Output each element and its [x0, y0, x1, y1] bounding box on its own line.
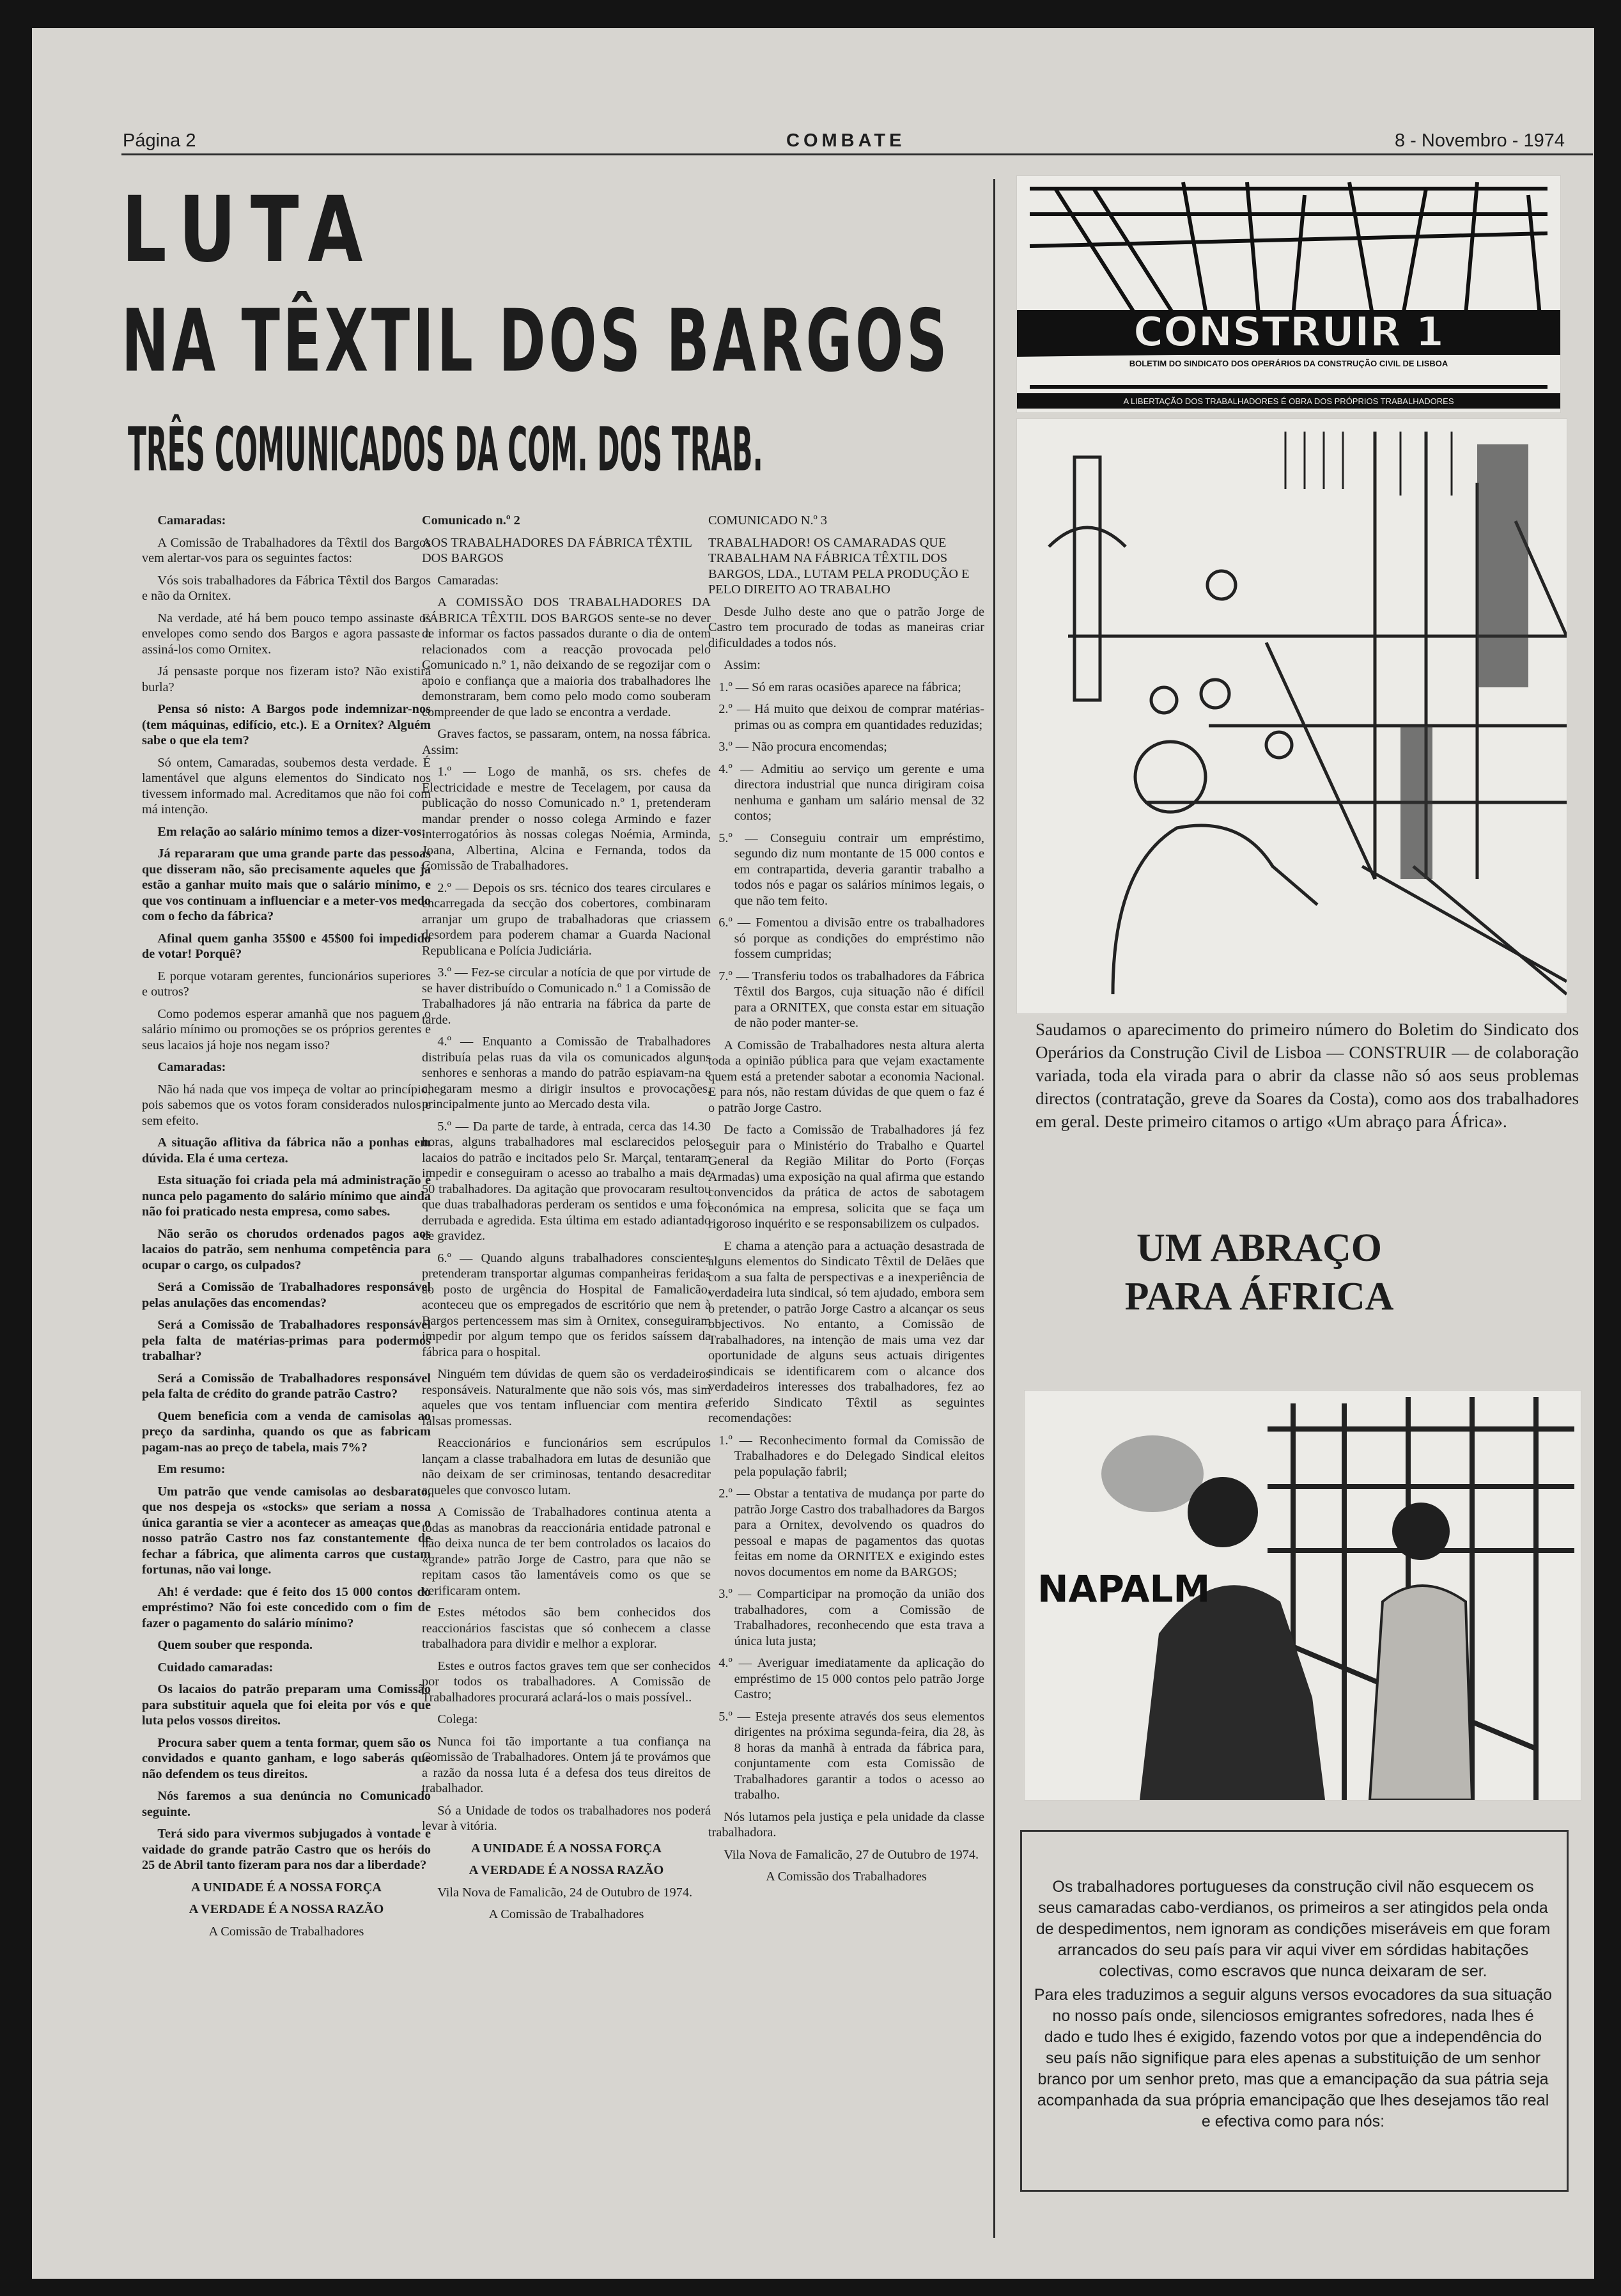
paragraph: Será a Comissão de Trabalhadores responsável pela falta de crédito do grande patrão Castro?	[142, 1371, 431, 1401]
paragraph: Não serão os chorudos ordenados pagos aos lacaios do patrão, sem nenhuma competência para ocupar o cargo, os culpados?	[142, 1226, 431, 1272]
page-number: Página 2	[123, 130, 196, 151]
paragraph: Desde Julho deste ano que o patrão Jorge de Castro tem procurado de todas as maneiras criar dificuldades a todos nós.	[708, 604, 984, 650]
paragraph: Vila Nova de Famalicão, 27 de Outubro de 1974.	[724, 1847, 979, 1862]
paragraph: Afinal quem ganha 35$00 e 45$00 foi impedido de votar! Porquê?	[142, 931, 431, 961]
abraco-title-line1: UM ABRAÇO	[1136, 1226, 1383, 1270]
paragraph: Estes métodos são bem conhecidos dos reaccionários fascistas que só conhecem a classe trabalhadora para dividir e melhor a explorar.	[422, 1605, 711, 1651]
paragraph: De facto a Comissão de Trabalhadores já fez seguir para o Ministério do Trabalho e Quartel General da Região Militar do Porto (Forças Armadas) uma exposição na qual afirma que estando convencidos da prática de actos de sabotagem económica na empresa, solicita que se faça um rigoroso inquérito e se responsabilizem os culpados.	[708, 1123, 984, 1231]
paragraph: E chama a atenção para a actuação desastrada de alguns elementos do Sindicato Têxtil de Delães que com a sua falta de perspectivas e a inexperiência de verdadeira luta sindical, só tem ajudado, embora sem o pretender, o patrão Jorge Castro a alcançar os seus objectivos. No entanto, a Comissão de Trabalhadores, na intenção de mais uma vez dar oportunidade de alguns seus actuais dirigentes sindicais se identificarem com o alcance dos verdadeiros interesses dos trabalhadores, fez ao referido Sindicato Têxtil as seguintes recomendações:	[708, 1238, 984, 1425]
paragraph: A Comissão dos Trabalhadores	[766, 1870, 927, 1884]
paragraph: A Comissão de Trabalhadores	[208, 1924, 364, 1939]
issue-date: 8 - Novembro - 1974	[1395, 130, 1565, 151]
scaffold-illustration	[1017, 176, 1560, 412]
paragraph: A situação aflitiva da fábrica não a ponhas em dúvida. Ela é uma certeza.	[142, 1136, 431, 1166]
masthead-rule	[121, 153, 1593, 155]
paragraph: Estes e outros factos graves tem que ser conhecidos por todos os trabalhadores. A Comissão de Trabalhadores procurará aclará-los o mais possível..	[422, 1659, 711, 1705]
paragraph: A COMISSÃO DOS TRABALHADORES DA FÁBRICA TÊXTIL DOS BARGOS sente-se no dever de informar os factos passados durante o dia de ontem relacionados com a reacção provocada pelo Comunicado n.º 1, não deixando de se regozijar com o apoio e confiança que a maioria dos trabalhadores lhe demonstraram, bem como pelo modo como souberam compreender de que lado se encontra a verdade.	[422, 595, 711, 719]
paragraph: 3.º — Comparticipar na promoção da união dos trabalhadores, com a Comissão de Trabalhadores, reconhecendo que esta trava a única luta justa;	[718, 1587, 984, 1648]
paragraph: Terá sido para vivermos subjugados à vontade e vaidade do grande patrão Castro que os heróis do 25 de Abril tanto fizeram para nos dar a liberdade?	[142, 1827, 431, 1872]
construction-workers-drawing	[1016, 418, 1567, 1014]
paragraph: A UNIDADE É A NOSSA FORÇA	[470, 1841, 662, 1855]
paragraph: A Comissão de Trabalhadores	[488, 1907, 644, 1921]
paragraph: Já pensaste porque nos fizeram isto? Não existirá burla?	[142, 664, 431, 694]
newspaper-page	[32, 28, 1594, 2279]
article-column-2	[422, 513, 711, 1929]
paragraph: A Comissão de Trabalhadores da Têxtil dos Bargos vem alertar-vos para os seguintes factos:	[142, 535, 431, 565]
construir-subtitle: BOLETIM DO SINDICATO DOS OPERÁRIOS DA CONSTRUÇÃO CIVIL DE LISBOA	[1129, 359, 1448, 368]
africa-workers-drawing	[1024, 1390, 1581, 1800]
paragraph: Cuidado camaradas:	[157, 1660, 274, 1675]
paragraph: 7.º — Transferiu todos os trabalhadores da Fábrica Têxtil dos Bargos, cuja situação não é difícil para a ORNITEX, que consta estar em situação de não poder manter-se.	[718, 969, 984, 1030]
construir-motto: A LIBERTAÇÃO DOS TRABALHADORES É OBRA DOS PRÓPRIOS TRABALHADORES	[1123, 396, 1454, 406]
abraco-title	[1067, 1224, 1451, 1321]
paragraph: Esta situação foi criada pela má administração e nunca pelo pagamento do salário mínimo que ainda não foi praticado nesta empresa, como sabes.	[142, 1173, 431, 1219]
headline-luta: LUTA	[121, 176, 377, 283]
paragraph: Será a Comissão de Trabalhadores responsável pelas anulações das encomendas?	[142, 1280, 431, 1310]
paragraph: Será a Comissão de Trabalhadores responsável pela falta de matérias-primas para podermos trabalhar?	[142, 1318, 431, 1363]
paragraph: Camaradas:	[157, 513, 226, 527]
paragraph: Quem beneficia com a venda de camisolas ao preço da sardinha, quando os que as fabricam pagam-nas ao preço de tabela, mais 7%?	[142, 1409, 431, 1455]
paragraph: Graves factos, se passaram, ontem, na nossa fábrica. Assim:	[422, 727, 711, 757]
paragraph: Já repararam que uma grande parte das pessoas que disseram não, são precisamente aqueles que já estão a ganhar muito mais que o salário mínimo, e que vos continuam a influenciar e a meter-vos medo com o fecho da fábrica?	[142, 847, 431, 923]
paper-name: COMBATE	[786, 130, 906, 151]
paragraph: 3.º — Fez-se circular a notícia de que por virtude de se haver distribuído o Comunicado n.º 1 a Comissão de Trabalhadores já não entraria na fábrica da parte de tarde.	[422, 965, 711, 1027]
paragraph: Comunicado n.º 2	[422, 513, 520, 527]
paragraph: 4.º — Averiguar imediatamente da aplicação do empréstimo de 15 000 contos pelo patrão Jorge Castro;	[718, 1656, 984, 1701]
paragraph: Um patrão que vende camisolas ao desbarato, que nos despeja os «stocks» que seriam a nossa única garantia se vier a acontecer as ameaças que o nosso patrão Castro nos faz constantemente de fechar a fábrica, que alimenta carros que custam fortunas, não vai longe.	[142, 1484, 431, 1577]
construir-caption: Saudamos o aparecimento do primeiro número do Boletim do Sindicato dos Operários da Construção Civil de Lisboa — CONSTRUIR — de colaboração variada, toda ela virada para o abrir da classe não só aos seus problemas directos (contratação, greve da Soares da Costa), como aos dos trabalhadores em geral. Deste primeiro citamos o artigo «Um abraço para África».	[1035, 1020, 1579, 1131]
abraco-box-text	[1034, 1877, 1553, 2135]
paragraph: Pensa só nisto: A Bargos pode indemnizar-nos (tem máquinas, edifício, etc.). E a Ornitex? Alguém sabe o que ela tem?	[142, 702, 431, 747]
paragraph: Os lacaios do patrão preparam uma Comissão para substituir aquela que foi eleita por vós e que luta pelos vossos direitos.	[142, 1682, 431, 1728]
paragraph: Só a Unidade de todos os trabalhadores nos poderá levar à vitória.	[422, 1803, 711, 1833]
construir-masthead	[1016, 175, 1561, 413]
paragraph: TRABALHADOR! OS CAMARADAS QUE TRABALHAM NA FÁBRICA TÊXTIL DOS BARGOS, LDA., LUTAM PELA PRODUÇÃO E PELO DIREITO AO TRABALHO	[708, 535, 970, 597]
paragraph: 4.º — Admitiu ao serviço um gerente e uma directora industrial que nunca dirigiram coisa nenhuma e ganham um salário mensal de 32 contos;	[718, 761, 984, 823]
paragraph: 2.º — Há muito que deixou de comprar matérias-primas ou as compra em quantidades reduzidas;	[718, 702, 984, 732]
paragraph: 4.º — Enquanto a Comissão de Trabalhadores distribuía pelas ruas da vila os comunicados alguns senhores e senhoras a mando do patrão espiavam-na e chegaram mesmo a dirigir insultos e provocações, principalmente junto ao Mercado desta vila.	[422, 1035, 711, 1111]
paragraph: 5.º — Conseguiu contrair um empréstimo, segundo diz num montante de 15 000 contos e em contrapartida, deveria garantir trabalho a todos nós e pagar os salários mínimos legais, o que não tem feito.	[718, 831, 984, 908]
paragraph: Camaradas:	[157, 1060, 226, 1074]
paragraph: A UNIDADE É A NOSSA FORÇA	[190, 1880, 382, 1894]
paragraph: 1.º — Só em raras ocasiões aparece na fábrica;	[718, 680, 961, 694]
paragraph: 3.º — Não procura encomendas;	[718, 740, 887, 754]
paragraph: Quem souber que responda.	[157, 1638, 313, 1652]
paragraph: 1.º — Logo de manhã, os srs. chefes de Electricidade e mestre de Tecelagem, por causa da publicação do nosso Comunicado n.º 1, pretenderam mandar prender o nosso colega Armindo e fazer interrogatórios às nossas colegas Noémia, Arminda, Joana, Albertina, Alcina e Fernanda, todos da Comissão de Trabalhadores.	[422, 765, 711, 873]
paragraph: Nunca foi tão importante a tua confiança na Comissão de Trabalhadores. Ontem já te provámos que a razão da nossa luta é a defesa dos teus direitos de trabalhador.	[422, 1734, 711, 1795]
paragraph: 6.º — Quando alguns trabalhadores conscientes pretenderam transportar algumas companheiras feridas ao posto de urgência do Hospital de Famalicão, aconteceu que os empregados de escritório que nem à Bargos pertencessem mas sim à Ornitex, conseguiram impedir por algum tempo que os feridos saíssem da fábrica para o hospital.	[422, 1251, 711, 1359]
paragraph: Ah! é verdade: que é feito dos 15 000 contos do empréstimo? Não foi este concedido com o fim de fazer o pagamento do salário mínimo?	[142, 1584, 431, 1630]
paragraph: Assim:	[724, 658, 761, 672]
paragraph: AOS TRABALHADORES DA FÁBRICA TÊXTIL DOS BARGOS	[422, 535, 692, 565]
abraco-title-line2: PARA ÁFRICA	[1124, 1275, 1394, 1318]
headline-textil: NA TÊXTIL DOS BARGOS	[121, 292, 950, 391]
paragraph: Nós lutamos pela justiça e pela unidade da classe trabalhadora.	[708, 1809, 984, 1839]
paragraph: 5.º — Da parte de tarde, à entrada, cerca das 14.30 horas, alguns trabalhadores mal esclarecidos pelos lacaios do patrão e incitados pelo Sr. Marçal, tentaram impedir e conseguiram o acesso ao trabalho a mais de 50 trabalhadores. Da agitação que provocaram resultou que duas trabalhadoras perderam os sentidos e uma foi derrubada e agredida. Esta última em estado adiantado de gravidez.	[422, 1119, 711, 1243]
paragraph: A Comissão de Trabalhadores continua atenta a todas as manobras da reaccionária entidade patronal e não deixa nunca de ter bem controlados os lacaios do «grande» patrão Jorge de Castro, para que não se repitam casos tão lamentáveis como os que se verificaram ontem.	[422, 1505, 711, 1598]
paragraph: Camaradas:	[437, 573, 499, 588]
paragraph: Em relação ao salário mínimo temos a dizer-vos:	[157, 824, 426, 839]
paragraph: Vós sois trabalhadores da Fábrica Têxtil dos Bargos e não da Ornitex.	[142, 573, 431, 603]
paragraph: Não há nada que vos impeça de voltar ao princípio, pois sabemos que os votos foram considerados nulos e sem efeito.	[142, 1082, 431, 1128]
headline-comunicados: TRÊS COMUNICADOS DA COM. DOS TRAB.	[128, 414, 763, 485]
paragraph: 1.º — Reconhecimento formal da Comissão de Trabalhadores e do Delegado Sindical eleitos pela população fabril;	[718, 1433, 984, 1479]
paragraph: Ninguém tem dúvidas de quem são os verdadeiros responsáveis. Naturalmente que não sois vós, mas sim aqueles que vos tentam influenciar com mentira e falsas promessas.	[422, 1367, 711, 1428]
paragraph: Só ontem, Camaradas, soubemos desta verdade. É lamentável que alguns elementos do Sindicato nos tivessem informado mal. Acreditamos que não foi com má intenção.	[142, 755, 431, 816]
abraco-paragraph: Os trabalhadores portugueses da construção civil não esquecem os seus camaradas cabo-verdianos, os primeiros a ser atingidos pela onda de despedimentos, nem ignoram as condições miseráveis em que foram arrancados do seu país para vir aqui viver em sórdidas habitações colectivas, como escravos que nunca deixaram de ser.	[1035, 1878, 1551, 1980]
paragraph: 2.º — Obstar a tentativa de mudança por parte do patrão Jorge Castro dos trabalhadores da Bargos para a Ornitex, devolvendo os quadros do pessoal e mapas de pagamentos das quotas feitas em nome da ORNITEX e exigindo estes novos documentos em nome da BARGOS;	[718, 1487, 984, 1579]
paragraph: Como podemos esperar amanhã que nos paguem o salário mínimo ou promoções se os próprios gerentes e seus lacaios já hoje nos negam isso?	[142, 1006, 431, 1052]
paragraph: E porque votaram gerentes, funcionários superiores e outros?	[142, 969, 431, 999]
paragraph: A VERDADE É A NOSSA RAZÃO	[189, 1902, 384, 1916]
paragraph: Na verdade, até há bem pouco tempo assinaste os envelopes como sendo dos Bargos e agora passaste a assiná-los como Ornitex.	[142, 611, 431, 657]
paragraph: Nós faremos a sua denúncia no Comunicado seguinte.	[142, 1789, 431, 1819]
paragraph: Procura saber quem a tenta formar, quem são os convidados e quanto ganham, e logo saberás que não defendem os teus direitos.	[142, 1735, 431, 1781]
paragraph: 6.º — Fomentou a divisão entre os trabalhadores só porque as condições do empréstimo não fossem cumpridas;	[718, 916, 984, 961]
paragraph: COMUNICADO N.º 3	[708, 513, 828, 527]
paragraph: Em resumo:	[157, 1462, 226, 1476]
column-divider	[993, 179, 995, 2238]
napalm-label: NAPALM	[1037, 1567, 1211, 1611]
article-column-3	[708, 513, 984, 1891]
abraco-box	[1020, 1830, 1569, 2192]
paragraph: A Comissão de Trabalhadores nesta altura alerta toda a opinião pública para que vejam exactamente quem está a pretender sabotar a economia Nacional. E para nós, não restam dúvidas de que quem o faz é o patrão Jorge Castro.	[708, 1038, 984, 1115]
paragraph: A VERDADE É A NOSSA RAZÃO	[469, 1863, 664, 1877]
abraco-paragraph: Para eles traduzimos a seguir alguns versos evocadores da sua situação no nosso país onde, silenciosos emigrantes sofredores, nada lhes é dado e tudo lhes é exigido, fazendo votos por que a independência do seu país não signifique para eles apenas a substituição de um senhor branco por um senhor preto, mas que a emancipação da sua pátria seja acompanhada da sua própria emancipação que lhes desejamos tão real e efectiva como para nós:	[1034, 1986, 1553, 2130]
paragraph: 2.º — Depois os srs. técnico dos teares circulares e encarregada da secção dos cobertores, combinaram arranjar um grupo de trabalhadoras que criassem desordem para poderem chamar a Guarda Nacional Republicana e Polícia Judiciária.	[422, 880, 711, 958]
paragraph: 5.º — Esteja presente através dos seus elementos dirigentes na próxima segunda-feira, dia 28, às 8 horas da manhã à entrada da fábrica para, conjuntamente com esta Comissão de Trabalhadores garantir a todos o acesso ao trabalho.	[718, 1709, 984, 1802]
paragraph: Reaccionários e funcionários sem escrúpulos lançam a classe trabalhadora em lutas de desunião que não deixam de ser criminosas, tentando desacreditar aqueles que convosco lutam.	[422, 1436, 711, 1497]
article-column-1	[142, 513, 431, 1946]
construir-title: CONSTRUIR 1	[1133, 309, 1444, 356]
paragraph: Colega:	[437, 1712, 478, 1726]
paragraph: Vila Nova de Famalicão, 24 de Outubro de 1974.	[437, 1885, 693, 1900]
